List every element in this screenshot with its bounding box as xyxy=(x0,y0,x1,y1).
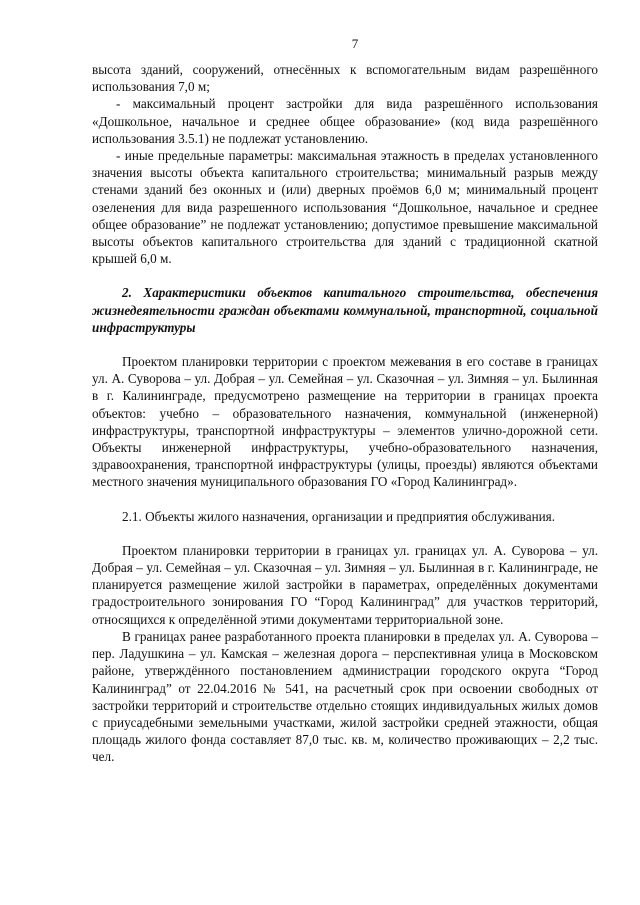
section-heading-2: 2. Характеристики объектов капитального строительства, обеспечения жизнедеятельности граждан объектами коммунальной, транспортной, социальной инфраструктуры xyxy=(92,285,598,335)
paragraph-planned-objects: Проектом планировки территории с проектом межевания в его составе в границах ул. А. Суворова – ул. Добрая – ул. Семейная – ул. Сказочная – ул. Зимняя – ул. Былинная в г. Калининграде, предусмотрено размещение на территории в границах проекта объектов: учебно – образовательного назначения, коммунальной (инженерной) инфраструктуры, транспортной инфраструктуры – элементов улично-дорожной сети. Объекты инженерной инфраструктуры, учебно-образовательного назначения, здравоохранения, транспортной инфраструктуры (улицы, проезды) являются объектами местного значения муниципального образования ГО «Город Калининград». xyxy=(92,354,598,490)
paragraph-previous-project: В границах ранее разработанного проекта планировки в пределах ул. А. Суворова – пер. Ладушкина – ул. Камская – железная дорога – перспективная улица в Московском районе, утверждённого постановлением администрации городского округа “Город Калининград” от 22.04.2016 № 541, на расчетный срок при освоении свободных от застройки территорий и строительстве отдельно стоящих индивидуальных жилых домов с приусадебными земельными участками, жилой застройки средней этажности, общая площадь жилого фонда составляет 87,0 тыс. кв. м, количество проживающих – 2,2 тыс. чел. xyxy=(92,628,598,765)
paragraph-max-building-percent: - максимальный процент застройки для вида разрешённого использования «Дошкольное, начальное и среднее общее образование» (код вида разрешённого использования 3.5.1) не подлежат установлению. xyxy=(92,96,598,146)
paragraph-other-parameters: - иные предельные параметры: максимальная этажность в пределах установленного значения высоты объекта капитального строительства; минимальный разрыв между стенами зданий без оконных и (или) дверных проёмов 6,0 м; минимальный процент озеленения для вида разрешенного использования “Дошкольное, начальное и среднее общее образование” не подлежат установлению; допустимое превышение максимальной высоты объектов капитального строительства для зданий с традиционной скатной крышей 6,0 м. xyxy=(92,148,598,267)
spacer xyxy=(92,525,598,542)
paragraph-no-residential: Проектом планировки территории в границах ул. границах ул. А. Суворова – ул. Добрая – ул. Семейная – ул. Сказочная – ул. Зимняя – ул. Былинная в г. Калининграде, не планируется размещение жилой застройки в параметрах, определённых документами градостроительного зонирования ГО “Город Калининград” для участков территорий, относящихся к определённой этими документами территориальной зоне. xyxy=(92,542,598,627)
spacer xyxy=(92,491,598,508)
paragraph-height-continuation: высота зданий, сооружений, отнесённых к вспомогательным видам разрешённого использования 7,0 м; xyxy=(92,62,598,95)
subsection-heading-2-1: 2.1. Объекты жилого назначения, организации и предприятия обслуживания. xyxy=(122,508,556,524)
page-number: 7 xyxy=(351,36,359,51)
spacer xyxy=(92,336,598,353)
